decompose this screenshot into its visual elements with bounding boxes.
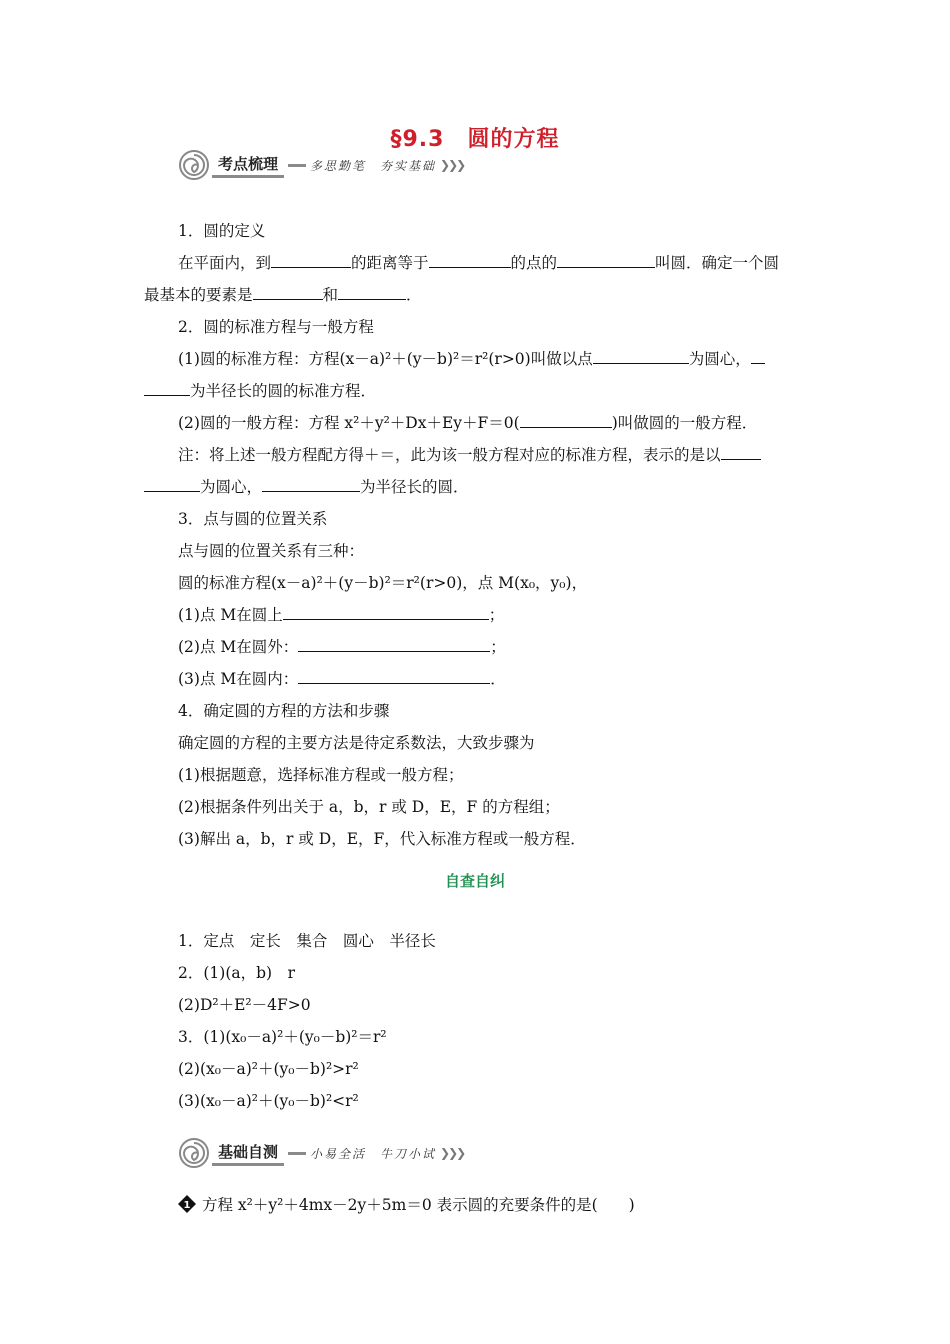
blank <box>253 285 323 300</box>
text: 和 <box>322 286 339 304</box>
sec3-line2: 圆的标准方程(x－a)²＋(y－b)²＝r²(r>0)，点 M(x₀，y₀)， <box>178 574 588 592</box>
text: (1)圆的标准方程：方程(x－a)²＋(y－b)²＝r²(r>0)叫做以点 <box>178 350 593 368</box>
page-title: §9.3 圆的方程 <box>390 127 560 152</box>
check-answer-1: 1．定点 定长 集合 圆心 半径长 <box>178 932 436 950</box>
check-answer-4: 3．(1)(x₀－a)²＋(y₀－b)²＝r² <box>178 1028 387 1046</box>
banner-motto: 多思勤笔 夯实基础 <box>310 158 437 173</box>
text: ； <box>488 606 505 624</box>
text: 的点的 <box>510 254 558 272</box>
sec2-note-cont <box>144 476 469 498</box>
check-answer-5: (2)(x₀－a)²＋(y₀－b)²>r² <box>178 1060 359 1078</box>
text: )叫做圆的一般方程． <box>611 414 758 432</box>
text: 在平面内，到 <box>178 254 272 272</box>
sec3-item2 <box>178 636 506 658</box>
section-banner-kaodian <box>178 148 464 182</box>
text: 叫圆．确定一个圆 <box>655 254 780 272</box>
sec4-line3: (2)根据条件列出关于 a，b，r 或 D，E，F 的方程组； <box>178 798 560 816</box>
text: ． <box>490 670 506 688</box>
check-answer-3: (2)D²＋E²－4F>0 <box>178 996 311 1014</box>
check-heading: 自查自纠 <box>444 872 505 890</box>
sec3-line1: 点与圆的位置关系有三种： <box>178 542 365 560</box>
sec4-head: 4．确定圆的方程的方法和步骤 <box>178 702 390 720</box>
check-answer-6: (3)(x₀－a)²＋(y₀－b)²<r² <box>178 1092 359 1110</box>
banner-tag: 考点梳理 <box>212 153 284 178</box>
banner-motto: 小易全活 牛刀小试 <box>310 1146 437 1161</box>
question-text: 方程 x²＋y²＋4mx－2y＋5m＝0 表示圆的充要条件的是( ) <box>202 1196 635 1214</box>
banner-tag: 基础自测 <box>212 1141 284 1166</box>
blank <box>429 253 511 268</box>
sec2-p2 <box>178 412 757 434</box>
chevrons-icon: ❯❯❯ <box>440 1146 465 1160</box>
text: 注：将上述一般方程配方得＋＝，此为该一般方程对应的标准方程，表示的是以 <box>178 446 721 464</box>
blank <box>271 253 351 268</box>
text: (3)点 M在圆内： <box>178 670 299 688</box>
section-banner-jichu <box>178 1136 464 1170</box>
blank <box>338 285 406 300</box>
sec3-head: 3．点与圆的位置关系 <box>178 510 328 528</box>
sec2-note <box>178 444 761 466</box>
text: 的距离等于 <box>351 254 429 272</box>
blank <box>298 637 490 652</box>
text: 为半径长的圆． <box>360 478 469 496</box>
swirl-icon <box>178 1137 210 1169</box>
text: ． <box>406 286 422 304</box>
sec4-line1: 确定圆的方程的主要方法是待定系数法，大致步骤为 <box>178 734 535 752</box>
sec2-head: 2．圆的标准方程与一般方程 <box>178 318 374 336</box>
sec3-item3 <box>178 668 506 690</box>
text: 为圆心， <box>200 478 263 496</box>
banner-dash <box>288 1152 306 1155</box>
sec4-line2: (1)根据题意，选择标准方程或一般方程； <box>178 766 464 784</box>
svg-text:1: 1 <box>183 1200 191 1211</box>
text: (2)圆的一般方程：方程 x²＋y²＋Dx＋Ey＋F＝0( <box>178 414 520 432</box>
blank <box>721 445 761 460</box>
sec4-line4: (3)解出 a，b，r 或 D，E，F，代入标准方程或一般方程． <box>178 830 586 848</box>
blank <box>262 477 360 492</box>
question-1 <box>178 1194 635 1216</box>
sec1-line1 <box>178 252 779 274</box>
blank <box>144 477 200 492</box>
blank <box>557 253 655 268</box>
text: 最基本的要素是 <box>144 286 253 304</box>
blank <box>283 605 489 620</box>
blank <box>298 669 490 684</box>
blank <box>751 349 765 364</box>
sec1-head: 1．圆的定义 <box>178 222 266 240</box>
text: (1)点 M在圆上 <box>178 606 283 624</box>
check-answer-2: 2．(1)(a，b) r <box>178 964 295 982</box>
blank <box>593 349 689 364</box>
chevrons-icon: ❯❯❯ <box>440 158 465 172</box>
banner-dash <box>288 164 306 167</box>
sec1-line2 <box>144 284 422 306</box>
text: 为半径长的圆的标准方程． <box>190 382 377 400</box>
text: (2)点 M在圆外： <box>178 638 299 656</box>
text: 为圆心， <box>688 350 751 368</box>
swirl-icon <box>178 149 210 181</box>
sec2-p1-cont <box>144 380 376 402</box>
blank <box>520 413 612 428</box>
sec2-p1 <box>178 348 765 370</box>
blank <box>144 381 190 396</box>
text: ； <box>490 638 506 656</box>
sec3-item1 <box>178 604 504 626</box>
diamond-number-icon <box>178 1195 196 1213</box>
